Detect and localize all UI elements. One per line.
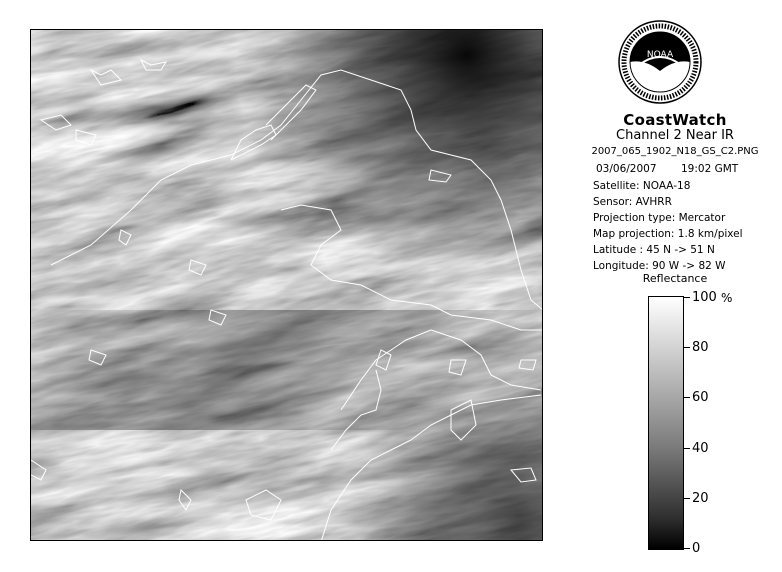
file-name: 2007_065_1902_N18_GS_C2.PNG xyxy=(591,146,759,157)
colorbar-unit: % xyxy=(721,291,733,305)
satellite-info: Satellite: NOAA-18 xyxy=(593,180,691,192)
longitude-range: Longitude: 90 W -> 82 W xyxy=(593,260,726,272)
colorbar-tick-label: 100 xyxy=(692,290,717,305)
colorbar-tick xyxy=(684,448,690,449)
colorbar-tick xyxy=(684,347,690,348)
colorbar-tick xyxy=(684,397,690,398)
colorbar-tick xyxy=(684,297,690,298)
noaa-logo xyxy=(617,19,703,105)
projection-type: Projection type: Mercator xyxy=(593,212,726,224)
map-projection: Map projection: 1.8 km/pixel xyxy=(593,228,743,240)
colorbar xyxy=(648,296,684,550)
colorbar-tick-label: 0 xyxy=(692,541,701,556)
colorbar-tick-label: 40 xyxy=(692,441,709,456)
colorbar-tick xyxy=(684,498,690,499)
brand-title: CoastWatch xyxy=(623,111,727,129)
product-name: Channel 2 Near IR xyxy=(616,128,734,143)
colorbar-tick-label: 60 xyxy=(692,390,709,405)
latitude-range: Latitude : 45 N -> 51 N xyxy=(593,244,715,256)
colorbar-tick-label: 20 xyxy=(692,491,709,506)
acquisition-time: 19:02 GMT xyxy=(681,163,739,175)
sensor-info: Sensor: AVHRR xyxy=(593,196,672,208)
satellite-image-graphic xyxy=(31,30,543,541)
colorbar-tick xyxy=(684,548,690,549)
logo-text: NOAA xyxy=(646,50,674,60)
acquisition-date: 03/06/2007 xyxy=(596,163,657,175)
satellite-image xyxy=(30,29,543,541)
colorbar-title: Reflectance xyxy=(642,272,708,285)
colorbar-tick-label: 80 xyxy=(692,340,709,355)
